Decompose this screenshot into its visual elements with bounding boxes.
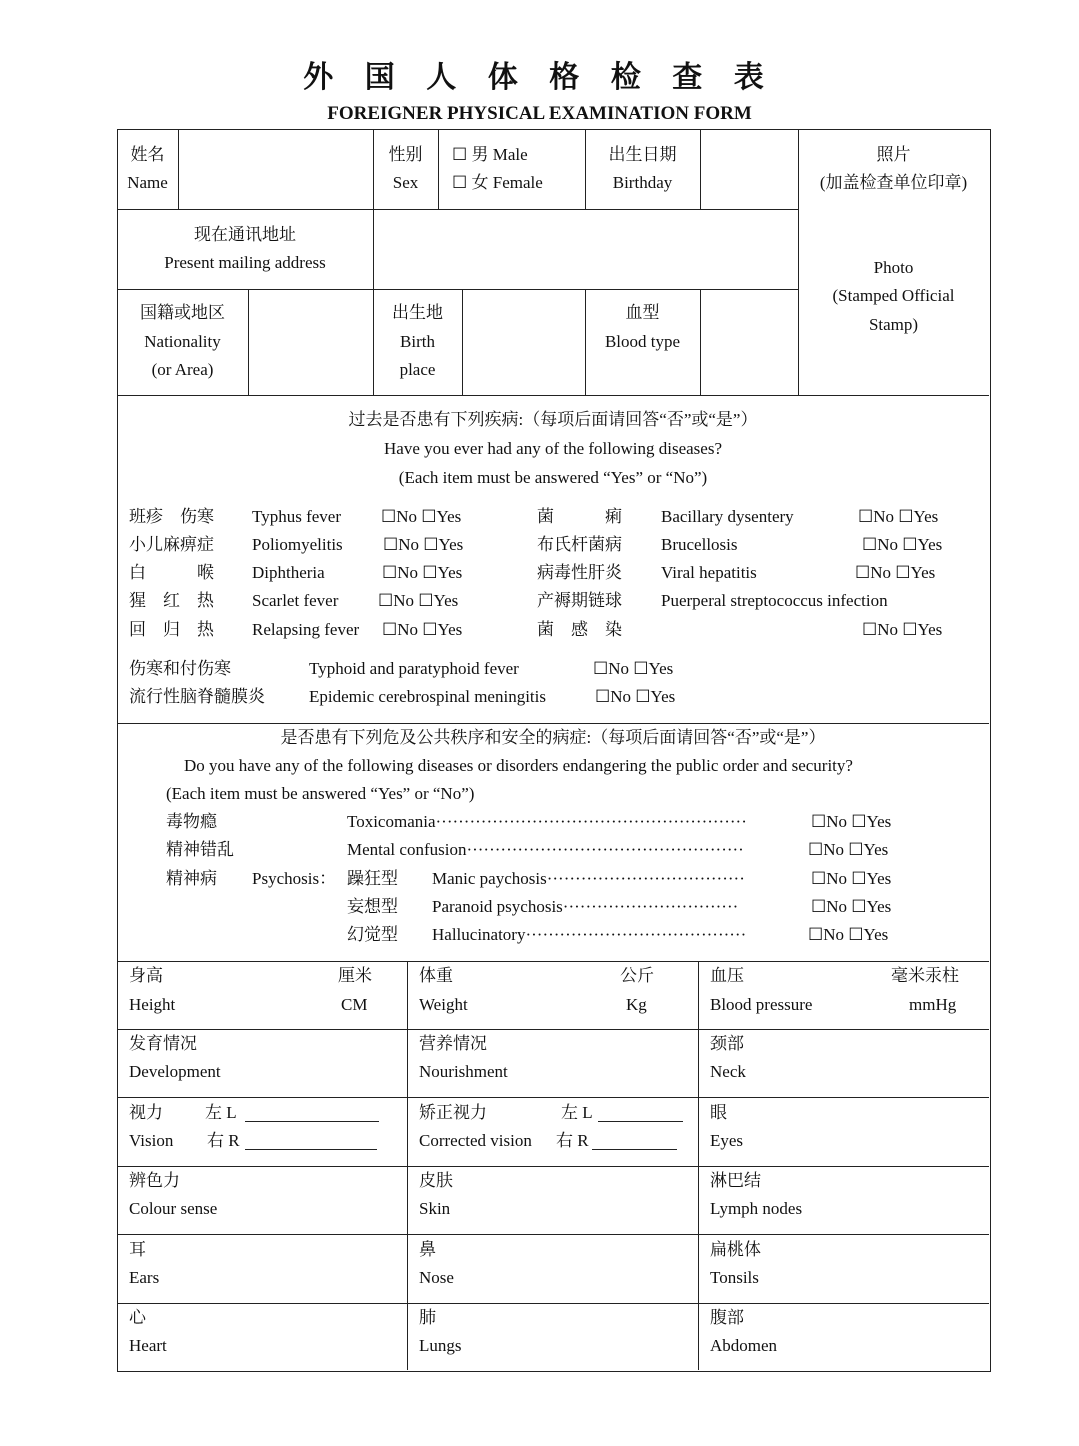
disease-en: Typhoid and paratyphoid fever xyxy=(309,659,519,678)
disorder-en: Mental confusion················································· xyxy=(347,840,744,859)
disorder-en: Psychosis： xyxy=(252,869,337,888)
heart-label-en: Heart xyxy=(129,1336,167,1355)
disorder-cn: 精神病 xyxy=(166,869,217,888)
name-label-en: Name xyxy=(127,173,168,192)
disorder-en: Hallucinatory······································· xyxy=(432,925,747,944)
abdomen-label-en: Abdomen xyxy=(710,1336,778,1355)
disease-en: Bacillary dysentery xyxy=(661,507,794,526)
weight-unit-en: Kg xyxy=(626,995,647,1014)
cell-divider xyxy=(438,129,439,209)
tonsils-label-cn: 扁桃体 xyxy=(710,1240,761,1259)
nourishment-label-en: Nourishment xyxy=(419,1062,508,1081)
corrected-right-field[interactable] xyxy=(592,1149,677,1150)
disease-cn: 白 喉 xyxy=(129,563,214,582)
disorder-cn: 躁狂型 xyxy=(347,869,398,888)
past-diseases-heading-cn: 过去是否患有下列疾病:（每项后面请回答“否”或“是”） xyxy=(348,410,758,429)
nationality-label-cn: 国籍或地区 xyxy=(140,303,225,322)
blood-pressure-unit-en: mmHg xyxy=(909,995,957,1014)
sex-label-cn: 性别 xyxy=(388,145,423,164)
eyes-label-en: Eyes xyxy=(710,1131,744,1150)
section-divider xyxy=(117,723,989,724)
eyes-label-cn: 眼 xyxy=(710,1103,727,1122)
blood-pressure-label-en: Blood pressure xyxy=(710,995,813,1014)
past-diseases-instruction: (Each item must be answered “Yes” or “No”) xyxy=(398,468,708,487)
name-field[interactable] xyxy=(180,131,372,208)
disease-answer[interactable]: ☐No ☐Yes xyxy=(595,687,676,706)
abdomen-label-cn: 腹部 xyxy=(710,1308,744,1327)
corrected-vision-label-en: Corrected vision xyxy=(419,1131,532,1150)
photo-label-en: Photo xyxy=(873,258,914,277)
vision-label-cn: 视力 xyxy=(129,1103,163,1122)
cell-divider xyxy=(700,129,701,209)
disease-answer[interactable]: ☐No ☐Yes xyxy=(378,591,459,610)
disease-cn: 回 归 热 xyxy=(129,620,214,639)
nationality-label-en: Nationality xyxy=(144,332,221,351)
address-label-en: Present mailing address xyxy=(164,253,326,272)
colour-sense-label-cn: 辨色力 xyxy=(129,1171,180,1190)
neck-label-en: Neck xyxy=(710,1062,746,1081)
cell-divider xyxy=(178,129,179,209)
disorder-answer[interactable]: ☐No ☐Yes xyxy=(811,869,892,888)
row-divider xyxy=(117,289,798,290)
nationality-label-en: (or Area) xyxy=(151,360,214,379)
birthplace-label-en: place xyxy=(399,360,436,379)
nationality-field[interactable] xyxy=(250,291,372,394)
disease-en: Brucellosis xyxy=(661,535,738,554)
vision-right-label: 右 R xyxy=(207,1131,240,1150)
photo-stamp-cn: (加盖检查单位印章) xyxy=(819,173,968,192)
disease-answer[interactable]: ☐No ☐Yes xyxy=(593,659,674,678)
height-unit-en: CM xyxy=(341,995,368,1014)
skin-label-en: Skin xyxy=(419,1199,451,1218)
disorder-answer[interactable]: ☐No ☐Yes xyxy=(811,812,892,831)
disorder-answer[interactable]: ☐No ☐Yes xyxy=(811,897,892,916)
blood-type-field[interactable] xyxy=(702,291,797,394)
vision-right-field[interactable] xyxy=(245,1149,377,1150)
disorder-answer[interactable]: ☐No ☐Yes xyxy=(808,840,889,859)
blood-pressure-unit-cn: 毫米汞柱 xyxy=(891,966,959,985)
lungs-label-cn: 肺 xyxy=(419,1308,436,1327)
disease-en: Typhus fever xyxy=(252,507,341,526)
birthday-label-cn: 出生日期 xyxy=(608,145,677,164)
cell-divider xyxy=(248,289,249,395)
disease-cn: 菌 痢 xyxy=(537,507,622,526)
blood-type-label-en: Blood type xyxy=(604,332,681,351)
corrected-vision-label-cn: 矫正视力 xyxy=(419,1103,487,1122)
photo-stamp-en: (Stamped Official xyxy=(832,286,955,305)
disease-cn: 班疹 伤寒 xyxy=(129,507,214,526)
disease-answer[interactable]: ☐No ☐Yes xyxy=(855,563,936,582)
photo-stamp-en: Stamp) xyxy=(868,315,919,334)
disease-answer[interactable]: ☐No ☐Yes xyxy=(858,507,939,526)
tonsils-label-en: Tonsils xyxy=(710,1268,759,1287)
lymph-nodes-label-en: Lymph nodes xyxy=(710,1199,803,1218)
disease-answer[interactable]: ☐No ☐Yes xyxy=(382,620,463,639)
disease-cn: 产褥期链球 xyxy=(537,591,622,610)
height-label-cn: 身高 xyxy=(129,966,163,985)
sex-label-en: Sex xyxy=(392,173,419,192)
disease-cn: 布氏杆菌病 xyxy=(537,535,622,554)
disorder-cn: 幻觉型 xyxy=(347,925,398,944)
row-divider xyxy=(117,1234,989,1235)
disease-en: Puerperal streptococcus infection xyxy=(661,591,888,610)
height-unit-cn: 厘米 xyxy=(338,966,372,985)
cell-divider xyxy=(700,289,701,395)
heart-label-cn: 心 xyxy=(129,1308,146,1327)
disease-en: Diphtheria xyxy=(252,563,325,582)
birthplace-label-cn: 出生地 xyxy=(392,303,443,322)
colour-sense-label-en: Colour sense xyxy=(129,1199,218,1218)
blood-pressure-label-cn: 血压 xyxy=(710,966,744,985)
row-divider xyxy=(117,1029,989,1030)
public-order-heading-en: Do you have any of the following diseases or disorders endangering the public order and security? xyxy=(184,756,853,775)
birthday-label-en: Birthday xyxy=(612,173,673,192)
birthplace-field[interactable] xyxy=(464,291,584,394)
nose-label-en: Nose xyxy=(419,1268,454,1287)
birthday-field[interactable] xyxy=(702,131,797,208)
photo-label-cn: 照片 xyxy=(876,145,911,164)
corrected-left-label: 左 L xyxy=(561,1103,593,1122)
section-divider xyxy=(117,961,989,962)
address-field[interactable] xyxy=(375,211,797,288)
disease-en: Relapsing fever xyxy=(252,620,360,639)
male-checkbox[interactable]: ☐ 男 Male xyxy=(452,145,528,164)
nourishment-label-cn: 营养情况 xyxy=(419,1034,487,1053)
disease-answer[interactable]: ☐No ☐Yes xyxy=(862,620,943,639)
female-checkbox[interactable]: ☐ 女 Female xyxy=(452,173,543,192)
cell-divider xyxy=(373,129,374,395)
disorder-cn: 毒物瘾 xyxy=(166,812,217,831)
vision-left-label: 左 L xyxy=(205,1103,237,1122)
weight-unit-cn: 公斤 xyxy=(620,966,654,985)
birthplace-label-en: Birth xyxy=(400,332,435,351)
row-divider xyxy=(117,1166,989,1167)
name-label-cn: 姓名 xyxy=(130,145,165,164)
corrected-left-field[interactable] xyxy=(598,1121,683,1122)
neck-label-cn: 颈部 xyxy=(710,1034,744,1053)
cell-divider xyxy=(462,289,463,395)
disorder-en: Toxicomania······················································· xyxy=(347,812,747,831)
disease-answer[interactable]: ☐No ☐Yes xyxy=(382,563,463,582)
row-divider xyxy=(117,209,798,210)
disease-answer[interactable]: ☐No ☐Yes xyxy=(862,535,943,554)
column-divider xyxy=(407,961,408,1370)
disease-en: Epidemic cerebrospinal meningitis xyxy=(309,687,546,706)
disorder-en: Manic paychosis··································· xyxy=(432,869,745,888)
development-label-cn: 发育情况 xyxy=(129,1034,197,1053)
vision-left-field[interactable] xyxy=(245,1121,379,1122)
disease-en: Poliomyelitis xyxy=(252,535,343,554)
cell-divider xyxy=(585,129,586,209)
column-divider xyxy=(698,961,699,1370)
address-label-cn: 现在通讯地址 xyxy=(194,225,296,244)
disease-answer[interactable]: ☐No ☐Yes xyxy=(381,507,462,526)
blood-type-label-cn: 血型 xyxy=(625,303,660,322)
disease-answer[interactable]: ☐No ☐Yes xyxy=(383,535,464,554)
past-diseases-heading-en: Have you ever had any of the following diseases? xyxy=(384,439,722,458)
development-label-en: Development xyxy=(129,1062,221,1081)
weight-label-cn: 体重 xyxy=(419,966,453,985)
disease-cn: 病毒性肝炎 xyxy=(537,563,622,582)
disease-cn: 猩 红 热 xyxy=(129,591,214,610)
section-divider xyxy=(117,395,989,396)
corrected-right-label: 右 R xyxy=(556,1131,589,1150)
height-label-en: Height xyxy=(129,995,176,1014)
skin-label-cn: 皮肤 xyxy=(419,1171,453,1190)
public-order-instruction: (Each item must be answered “Yes” or “No”) xyxy=(166,784,475,803)
disease-en: Scarlet fever xyxy=(252,591,339,610)
row-divider xyxy=(117,1097,989,1098)
disease-cn: 菌 感 染 xyxy=(537,620,622,639)
nose-label-cn: 鼻 xyxy=(419,1240,436,1259)
weight-label-en: Weight xyxy=(419,995,468,1014)
vision-label-en: Vision xyxy=(129,1131,174,1150)
disease-cn: 流行性脑脊髓膜炎 xyxy=(129,687,265,706)
disorder-en: Paranoid psychosis······························· xyxy=(432,897,739,916)
row-divider xyxy=(117,1303,989,1304)
form-title-en: FOREIGNER PHYSICAL EXAMINATION FORM xyxy=(327,103,752,124)
disease-cn: 小儿麻痹症 xyxy=(129,535,214,554)
form-title-cn: 外 国 人 体 格 检 查 表 xyxy=(303,61,776,94)
disorder-cn: 精神错乱 xyxy=(166,840,234,859)
public-order-heading-cn: 是否患有下列危及公共秩序和安全的病症:（每项后面请回答“否”或“是”） xyxy=(280,728,826,747)
disorder-answer[interactable]: ☐No ☐Yes xyxy=(808,925,889,944)
ears-label-en: Ears xyxy=(129,1268,160,1287)
lymph-nodes-label-cn: 淋巴结 xyxy=(710,1171,761,1190)
disorder-cn: 妄想型 xyxy=(347,897,398,916)
lungs-label-en: Lungs xyxy=(419,1336,462,1355)
ears-label-cn: 耳 xyxy=(129,1240,146,1259)
disease-en: Viral hepatitis xyxy=(661,563,757,582)
disease-cn: 伤寒和付伤寒 xyxy=(129,659,231,678)
